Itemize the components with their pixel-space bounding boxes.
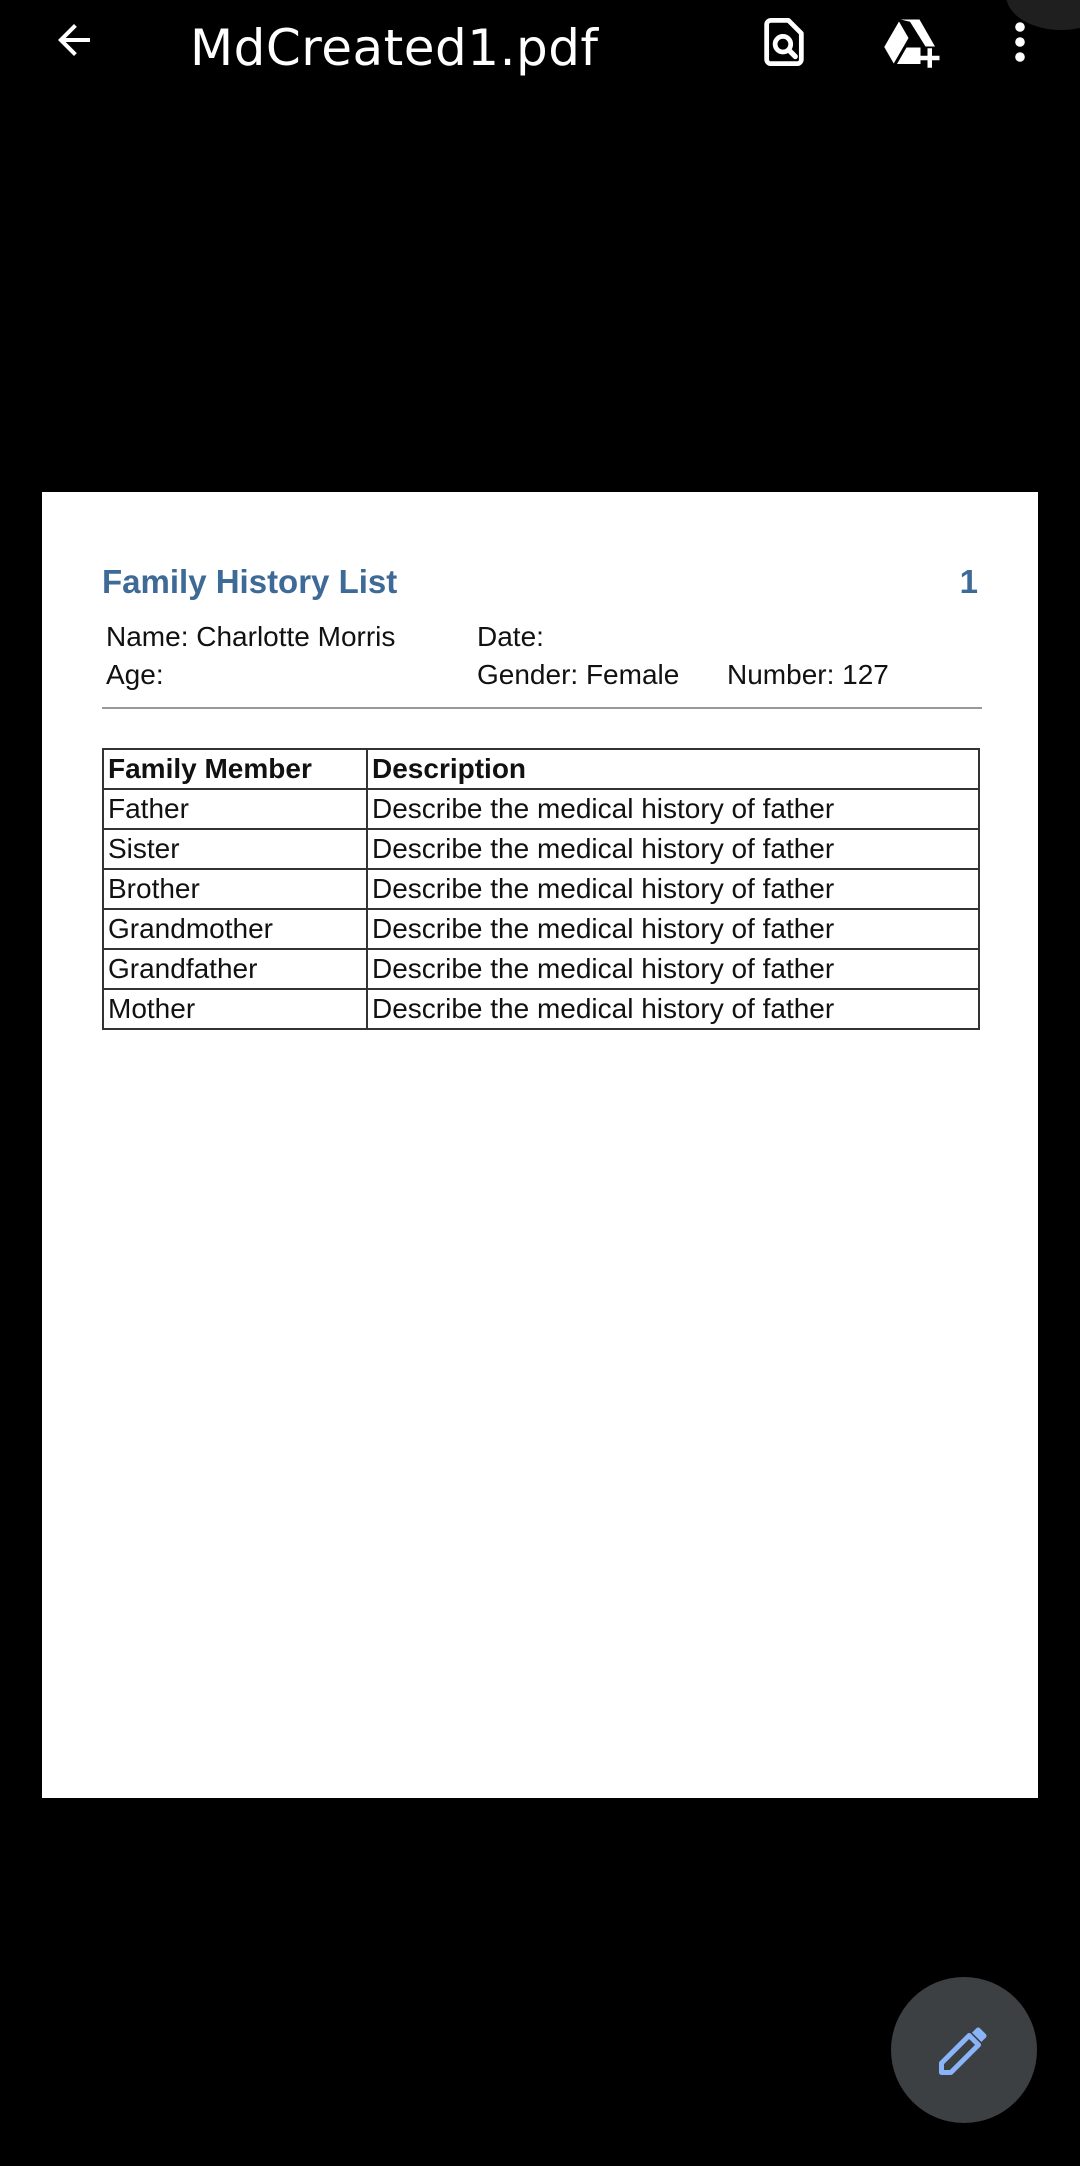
record-date: Date:	[477, 621, 544, 652]
patient-age: Age:	[106, 659, 164, 690]
table-row	[103, 949, 979, 989]
edit-pencil-icon	[934, 2020, 994, 2080]
edit-fab-button[interactable]	[891, 1977, 1037, 2123]
more-options-button[interactable]	[990, 10, 1050, 74]
header-divider	[102, 707, 982, 709]
patient-name: Name: Charlotte Morris	[106, 621, 396, 652]
patient-number: Number: 127	[727, 659, 889, 690]
app-bar	[0, 0, 1080, 100]
family-history-title: Family History List	[102, 563, 398, 600]
family-member-cell: Mother	[103, 989, 367, 1029]
table-row	[103, 829, 979, 869]
more-vert-icon	[996, 14, 1044, 70]
find-in-document-button[interactable]	[752, 10, 816, 74]
table-row	[103, 909, 979, 949]
description-cell: Describe the medical history of father	[367, 909, 979, 949]
description-cell: Describe the medical history of father	[367, 989, 979, 1029]
table-row	[103, 989, 979, 1029]
description-cell: Describe the medical history of father	[367, 829, 979, 869]
document-title: MdCreated1.pdf	[190, 19, 599, 77]
family-member-cell: Sister	[103, 829, 367, 869]
header-description: Description	[367, 749, 979, 789]
family-member-cell: Grandfather	[103, 949, 367, 989]
description-cell: Describe the medical history of father	[367, 949, 979, 989]
add-to-drive-button[interactable]	[878, 10, 942, 74]
family-member-cell: Father	[103, 789, 367, 829]
add-to-drive-icon	[880, 12, 940, 72]
family-member-cell: Brother	[103, 869, 367, 909]
family-history-table	[102, 748, 980, 1030]
table-header-row	[103, 749, 979, 789]
back-button[interactable]	[44, 10, 104, 70]
description-cell: Describe the medical history of father	[367, 869, 979, 909]
description-cell: Describe the medical history of father	[367, 789, 979, 829]
table-row	[103, 869, 979, 909]
pdf-page	[42, 492, 1038, 1798]
find-in-document-icon	[758, 16, 810, 68]
family-member-cell: Grandmother	[103, 909, 367, 949]
arrow-left-icon	[50, 16, 98, 64]
page-number: 1	[959, 563, 978, 600]
table-row	[103, 789, 979, 829]
header-family-member: Family Member	[103, 749, 367, 789]
patient-gender: Gender: Female	[477, 659, 680, 690]
